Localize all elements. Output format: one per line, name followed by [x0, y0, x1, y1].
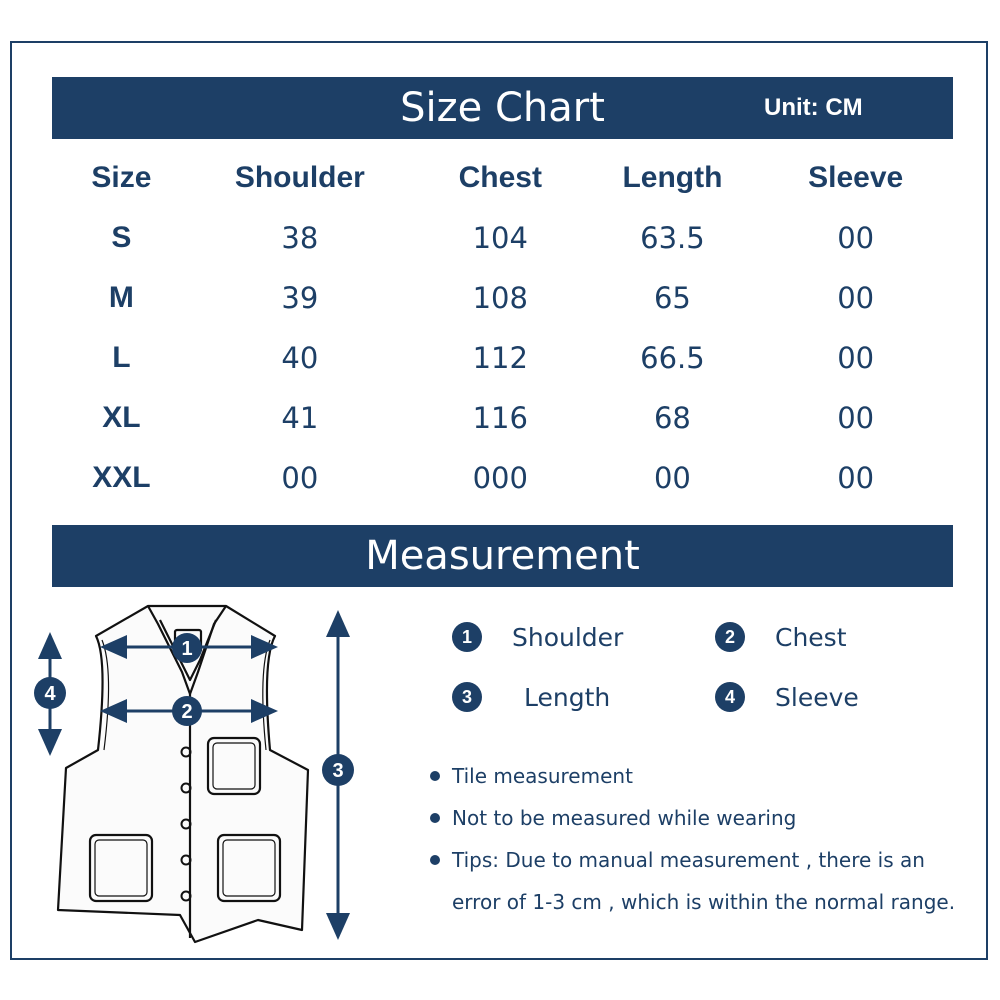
- legend-label: Shoulder: [512, 622, 624, 652]
- table-row: [65, 208, 945, 268]
- table-cell: 00: [837, 401, 875, 435]
- table-cell: 41: [281, 401, 319, 435]
- table-cell: 39: [281, 281, 319, 315]
- marker-3: [322, 754, 354, 786]
- table-cell: 63.5: [640, 221, 705, 255]
- size-cell: M: [108, 281, 134, 314]
- number-badge-icon: 3: [452, 682, 482, 712]
- number-badge-icon: 2: [715, 622, 745, 652]
- column-header: Chest: [458, 161, 542, 194]
- svg-text:4: 4: [44, 683, 56, 705]
- size-cell: S: [111, 221, 132, 254]
- column-header: Sleeve: [808, 161, 904, 194]
- note-item: Tile measurement: [430, 755, 970, 797]
- table-row: [65, 448, 945, 508]
- table-cell: 40: [281, 341, 319, 375]
- size-chart-banner: [52, 77, 953, 139]
- table-cell: 112: [472, 341, 528, 375]
- table-row: [65, 328, 945, 388]
- marker-2: [172, 696, 202, 726]
- size-table: [65, 148, 945, 508]
- legend-label: Chest: [775, 622, 847, 652]
- vest-diagram: [30, 600, 400, 950]
- table-cell: 00: [837, 461, 875, 495]
- notes-list: [430, 755, 970, 923]
- column-header: Size: [91, 161, 152, 194]
- table-cell: 66.5: [640, 341, 705, 375]
- column-header: Length: [622, 161, 723, 194]
- note-item: Tips: Due to manual measurement , there is an: [430, 839, 970, 881]
- svg-text:1: 1: [181, 638, 193, 660]
- legend-label: Length: [524, 682, 611, 712]
- table-row: [65, 268, 945, 328]
- size-cell: L: [112, 341, 131, 374]
- number-badge-icon: 1: [452, 622, 482, 652]
- column-header: Shoulder: [234, 161, 365, 194]
- measurement-banner: [52, 525, 953, 587]
- legend-length: [452, 682, 610, 712]
- unit-label: Unit: CM: [764, 94, 863, 121]
- table-header-row: [65, 148, 945, 208]
- legend-sleeve: [715, 682, 859, 712]
- table-row: [65, 388, 945, 448]
- table-cell: 116: [472, 401, 528, 435]
- measurement-title: Measurement: [365, 533, 640, 579]
- svg-text:2: 2: [181, 701, 193, 723]
- table-cell: 38: [281, 221, 319, 255]
- marker-4: [34, 677, 66, 709]
- table-cell: 00: [837, 341, 875, 375]
- size-chart-title: Size Chart: [400, 85, 605, 131]
- legend-chest: [715, 622, 847, 652]
- table-cell: 104: [472, 221, 528, 255]
- table-cell: 000: [472, 461, 528, 495]
- table-cell: 00: [837, 281, 875, 315]
- table-cell: 68: [653, 401, 691, 435]
- table-cell: 00: [653, 461, 691, 495]
- legend-shoulder: [452, 622, 623, 652]
- size-cell: XL: [102, 401, 141, 434]
- table-cell: 00: [837, 221, 875, 255]
- size-cell: XXL: [92, 461, 151, 494]
- table-cell: 65: [653, 281, 691, 315]
- note-continuation: error of 1-3 cm , which is within the normal range.: [452, 890, 956, 914]
- number-badge-icon: 4: [715, 682, 745, 712]
- note-item: Not to be measured while wearing: [430, 797, 970, 839]
- legend-label: Sleeve: [775, 682, 859, 712]
- svg-text:3: 3: [332, 760, 344, 782]
- table-cell: 108: [472, 281, 528, 315]
- marker-1: [172, 633, 202, 663]
- table-cell: 00: [281, 461, 319, 495]
